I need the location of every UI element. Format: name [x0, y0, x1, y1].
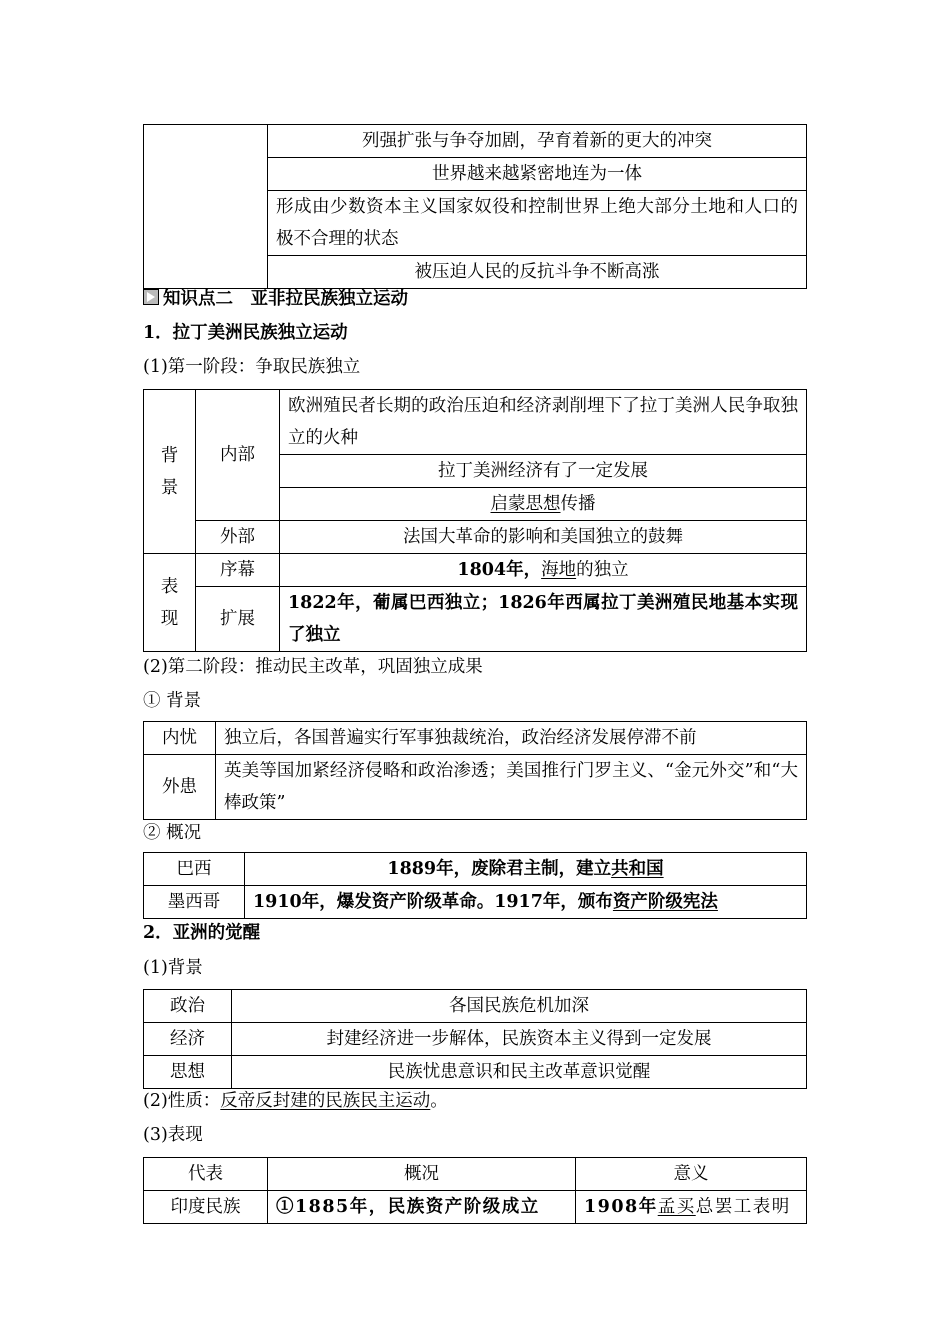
- performance-label-char: 表: [160, 576, 179, 597]
- table-cell: [576, 1191, 807, 1224]
- table-cell: 印度民族: [144, 1191, 268, 1224]
- expand-label: 扩展: [196, 587, 280, 652]
- table-cell: [280, 554, 807, 587]
- text-span: 总罢工表明: [695, 1197, 791, 1217]
- table-cell: ①1885年，民族资产阶级成立: [268, 1191, 576, 1224]
- section-heading: [143, 286, 408, 312]
- table-cell: 列强扩张与争夺加剧，孕育着新的更大的冲突: [268, 125, 807, 158]
- row-label: 外患: [144, 755, 216, 820]
- text-span: (2)性质：: [143, 1091, 221, 1111]
- prelude-label: 序幕: [196, 554, 280, 587]
- phase2-heading: (2)第二阶段：推动民主改革，巩固独立成果: [143, 657, 483, 677]
- table-cell: [245, 886, 807, 919]
- row-label: 墨西哥: [144, 886, 245, 919]
- row-label: 内忧: [144, 722, 216, 755]
- heading-latin-america: 1．拉丁美洲民族独立运动: [143, 323, 348, 343]
- underlined-term: 海地: [541, 560, 577, 580]
- text-span: 1908年: [584, 1197, 658, 1217]
- underlined-term: 启蒙思想: [490, 494, 561, 514]
- text-span: 1804年，: [457, 560, 542, 580]
- phase1-heading: (1)第一阶段：争取民族独立: [143, 357, 361, 377]
- table-overview: [143, 852, 807, 919]
- row-label: 经济: [144, 1023, 232, 1056]
- table-cell: 各国民族危机加深: [232, 990, 807, 1023]
- text-span: 传播: [560, 494, 596, 514]
- table-cell: 被压迫人民的反抗斗争不断高涨: [268, 256, 807, 289]
- play-marker-icon: [143, 289, 159, 305]
- performance-heading: (3)表现: [143, 1125, 203, 1145]
- asia-background-heading: (1)背景: [143, 958, 203, 978]
- text-span: 1910年，爆发资产阶级革命。1917年，颁布: [253, 892, 613, 912]
- table-cell: 民族忧患意识和民主改革意识觉醒: [232, 1056, 807, 1089]
- table-cell: 1822年，葡属巴西独立；1826年西属拉丁美洲殖民地基本实现了独立: [280, 587, 807, 652]
- table-performance: [143, 1157, 807, 1224]
- internal-label: 内部: [196, 390, 280, 521]
- row-label: 思想: [144, 1056, 232, 1089]
- section-heading-text: 知识点二 亚非拉民族独立运动: [163, 289, 408, 309]
- table-cell: 英美等国加紧经济侵略和政治渗透；美国推行门罗主义、“金元外交”和“大棒政策”: [216, 755, 807, 820]
- table-cell: 欧洲殖民者长期的政治压迫和经济剥削埋下了拉丁美洲人民争取独立的火种: [280, 390, 807, 455]
- table-cell: 独立后，各国普遍实行军事独裁统治，政治经济发展停滞不前: [216, 722, 807, 755]
- table-cell: 形成由少数资本主义国家奴役和控制世界上绝大部分土地和人口的极不合理的状态: [268, 191, 807, 256]
- underlined-term: 孟买: [657, 1197, 696, 1217]
- background-subheading: ① 背景: [143, 691, 202, 711]
- overview-subheading: ② 概况: [143, 823, 202, 843]
- underlined-term: 反帝反封建的民族民主运动: [220, 1091, 431, 1111]
- column-header: 代表: [144, 1158, 268, 1191]
- table-phase1: [143, 389, 807, 652]
- table-cell: 拉丁美洲经济有了一定发展: [280, 455, 807, 488]
- external-label: 外部: [196, 521, 280, 554]
- table-background: [143, 721, 807, 820]
- row-label: 政治: [144, 990, 232, 1023]
- background-label-char: 背: [160, 445, 179, 466]
- underlined-term: 资产阶级宪法: [612, 892, 718, 912]
- column-header: 概况: [268, 1158, 576, 1191]
- text-span: 。: [430, 1091, 448, 1111]
- underlined-term: 共和国: [611, 859, 664, 879]
- background-label: [144, 390, 196, 554]
- performance-label-char: 现: [160, 608, 179, 629]
- table-top: [143, 124, 807, 289]
- nature-line: [143, 1088, 448, 1114]
- text-span: 1889年，废除君主制，建立: [387, 859, 612, 879]
- table-cell: [245, 853, 807, 886]
- column-header: 意义: [576, 1158, 807, 1191]
- table-cell: [280, 488, 807, 521]
- background-label-char: 景: [160, 477, 179, 498]
- table-top-empty-cell: [144, 125, 268, 289]
- performance-label: [144, 554, 196, 652]
- table-cell: 世界越来越紧密地连为一体: [268, 158, 807, 191]
- table-asia-background: [143, 989, 807, 1089]
- table-cell: 法国大革命的影响和美国独立的鼓舞: [280, 521, 807, 554]
- row-label: 巴西: [144, 853, 245, 886]
- table-cell: 封建经济进一步解体，民族资本主义得到一定发展: [232, 1023, 807, 1056]
- text-span: 的独立: [576, 560, 629, 580]
- heading-asia: 2．亚洲的觉醒: [143, 923, 261, 943]
